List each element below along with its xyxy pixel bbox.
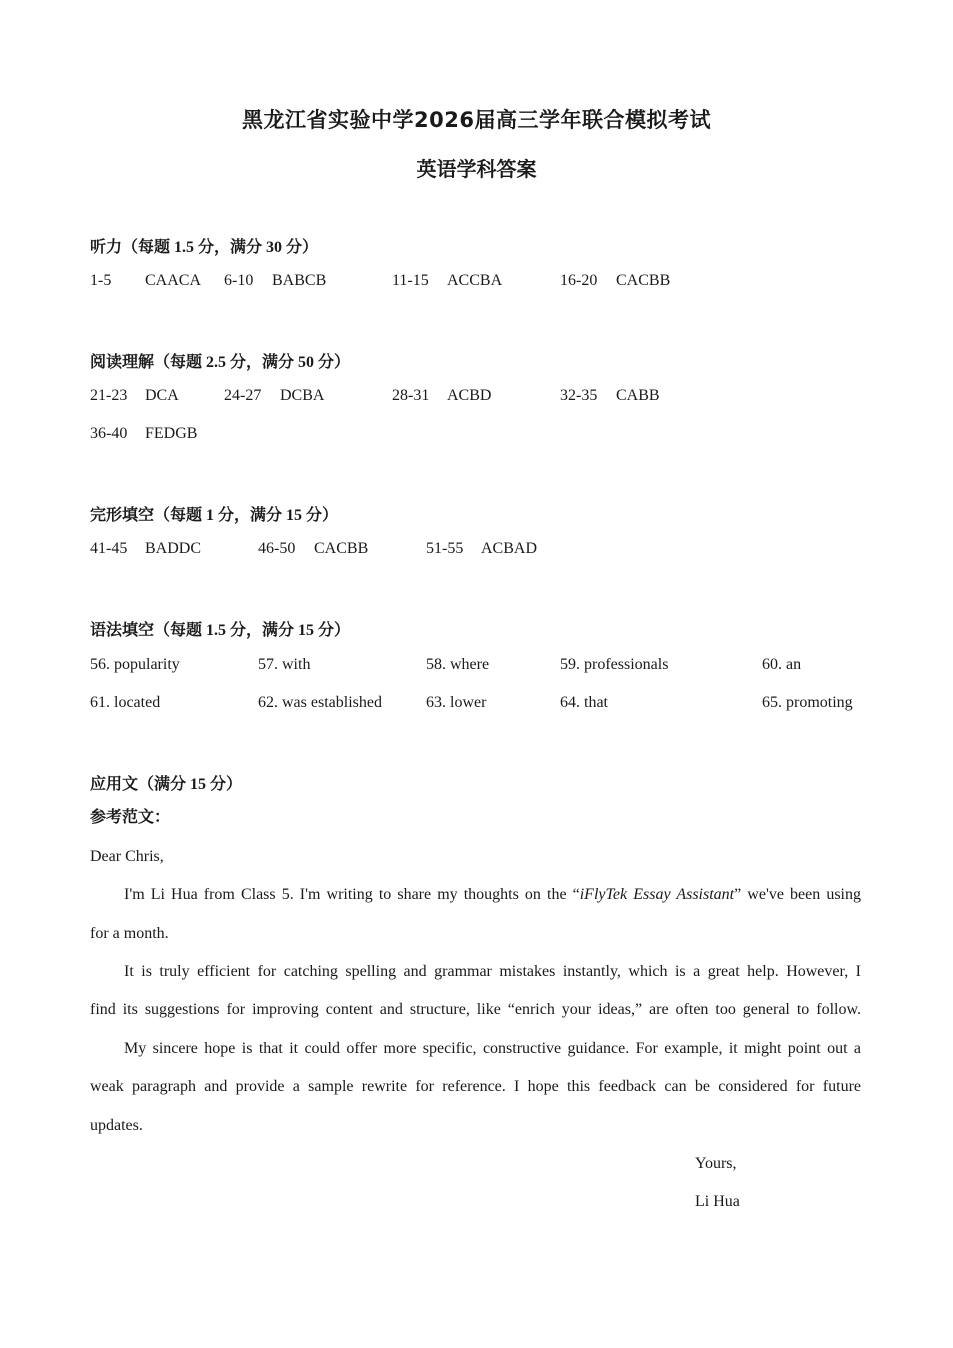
page-title: 黑龙江省实验中学2026届高三学年联合模拟考试: [242, 108, 711, 132]
sample-label: 参考范文：: [90, 809, 171, 826]
answer-group: 41-45 BADDC: [90, 540, 202, 557]
grammar-heading: 语法填空（每题 1.5 分，满分 15 分）: [90, 622, 351, 639]
letter-paragraph: My sincere hope is that it could offer more specific, constructive guidance. For example, it might point out a: [124, 1040, 861, 1057]
grammar-answer: 65. promoting: [762, 694, 853, 711]
grammar-answer: 64. that: [560, 694, 608, 711]
answer-group: 32-35 CABB: [560, 387, 660, 404]
grammar-answer: 63. lower: [426, 694, 487, 711]
grammar-answer: 59. professionals: [560, 656, 669, 673]
letter-signature: Li Hua: [695, 1193, 740, 1210]
grammar-answer: 62. was established: [258, 694, 382, 711]
letter-salutation: Dear Chris,: [90, 848, 164, 865]
page-subtitle: 英语学科答案: [416, 157, 537, 181]
writing-heading: 应用文（满分 15 分）: [90, 776, 243, 793]
grammar-answer: 61. located: [90, 694, 161, 711]
answer-group: 36-40 FEDGB: [90, 425, 198, 442]
letter-closing: Yours,: [695, 1155, 737, 1172]
grammar-answer: 56. popularity: [90, 656, 180, 673]
answer-group: 46-50 CACBB: [258, 540, 369, 557]
answer-group: 1-5 CAACA: [90, 272, 202, 289]
grammar-answer: 57. with: [258, 656, 311, 673]
letter-paragraph: I'm Li Hua from Class 5. I'm writing to share my thoughts on the “iFlyTek Essay Assistant” we've been using: [124, 886, 861, 903]
letter-paragraph: for a month.: [90, 925, 169, 942]
answer-group: 6-10 BABCB: [224, 272, 327, 289]
answer-group: 28-31 ACBD: [392, 387, 492, 404]
cloze-heading: 完形填空（每题 1 分，满分 15 分）: [90, 507, 339, 524]
answer-group: 11-15 ACCBA: [392, 272, 503, 289]
grammar-answer: 58. where: [426, 656, 490, 673]
reading-heading: 阅读理解（每题 2.5 分，满分 50 分）: [90, 354, 351, 371]
listening-heading: 听力（每题 1.5 分，满分 30 分）: [90, 239, 319, 256]
letter-paragraph: updates.: [90, 1117, 143, 1134]
grammar-answer: 60. an: [762, 656, 802, 673]
answer-group: 16-20 CACBB: [560, 272, 671, 289]
answer-group: 24-27 DCBA: [224, 387, 325, 404]
answer-group: 21-23 DCA: [90, 387, 179, 404]
letter-paragraph: weak paragraph and provide a sample rewrite for reference. I hope this feedback can be considered for future: [90, 1078, 861, 1095]
answer-group: 51-55 ACBAD: [426, 540, 538, 557]
letter-paragraph: find its suggestions for improving content and structure, like “enrich your ideas,” are often too general to follow.: [90, 1001, 861, 1018]
letter-paragraph: It is truly efficient for catching spelling and grammar mistakes instantly, which is a great help. However, I: [124, 963, 861, 980]
